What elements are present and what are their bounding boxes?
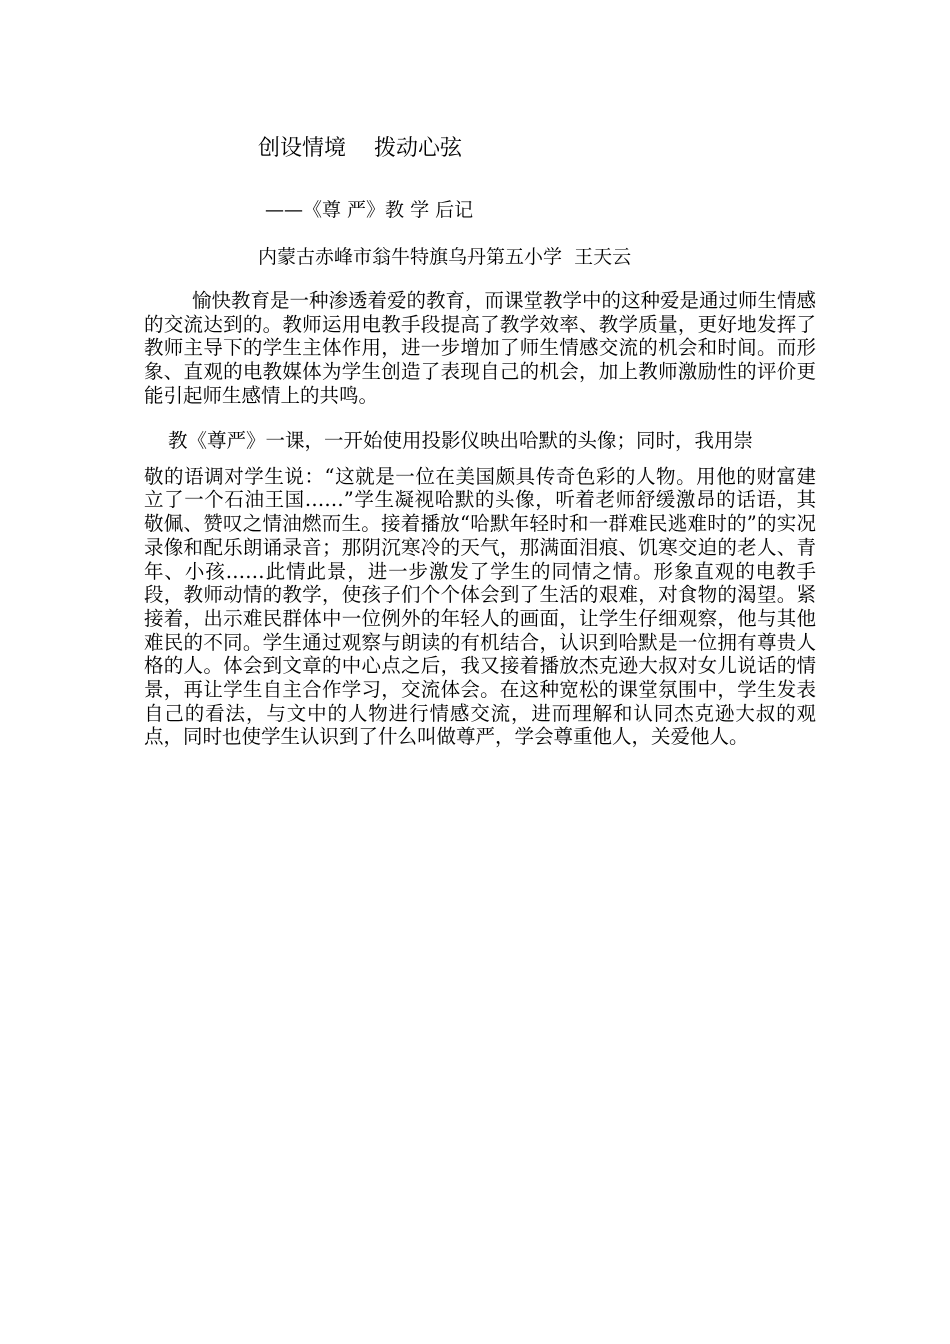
paragraph-2-body: 敬的语调对学生说：“这就是一位在美国颇具传奇色彩的人物。用他的财富建立了一个石油王国……”学生凝视哈默的头像，听着老师舒缓激昂的话语，其敬佩、赞叹之情油燃而生。接着播放“哈默年轻时和一群难民逃难时的”的实况录像和配乐朗诵录音；那阴沉寒冷的天气，那满面泪痕、饥寒交迫的老人、青年、小孩……此情此景，进一步激发了学生的同情之情。形象直观的电教手段，教师动情的教学，使孩子们个个体会到了生活的艰难，对食物的渴望。紧接着，出示难民群体中一位例外的年轻人的画面，让学生仔细观察，他与其他难民的不同。学生通过观察与朗读的有机结合，认识到哈默是一位拥有尊贵人格的人。体会到文章的中心点之后，我又接着播放杰克逊大叔对女儿说话的情景，再让学生自主合作学习，交流体会。在这种宽松的课堂氛围中，学生发表自己的看法，与文中的人物进行情感交流，进而理解和认同杰克逊大叔的观点，同时也使学生认识到了什么叫做尊严，学会尊重他人，关爱他人。 <box>144 464 816 749</box>
paragraph-2-first-line: 教《尊严》一课，一开始使用投影仪映出哈默的头像；同时，我用崇 <box>168 429 754 452</box>
author-line: 内蒙古赤峰市翁牛特旗乌丹第五小学 王天云 <box>258 246 632 268</box>
paragraph-1: 愉快教育是一种渗透着爱的教育，而课堂教学中的这种爱是通过师生情感的交流达到的。教师运用电教手段提高了教学效率、教学质量，更好地发挥了教师主导下的学生主体作用，进一步增加了师生情感交流的机会和时间。而形象、直观的电教媒体为学生创造了表现自己的机会，加上教师激励性的评价更能引起师生感情上的共鸣。 <box>144 289 817 407</box>
document-title: 创设情境 拨动心弦 <box>258 136 462 161</box>
paragraph-2 <box>144 429 816 749</box>
document-subtitle: ——《尊 严》教 学 后记 <box>265 199 474 221</box>
